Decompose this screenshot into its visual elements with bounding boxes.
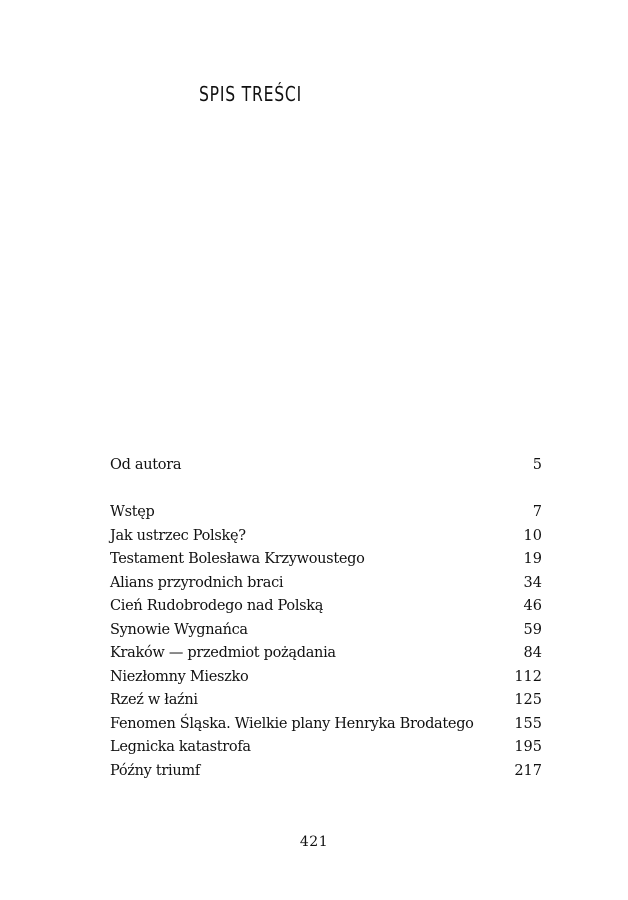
toc-entry-jak-ustrzec-polske <box>110 525 542 549</box>
toc-entry-krakow <box>110 642 542 666</box>
toc-entry-title: Kraków — przedmiot pożądania <box>110 645 336 661</box>
toc-entry-cien-rudobrodego <box>110 595 542 619</box>
toc-entry-page: 195 <box>514 739 542 755</box>
toc-entry-wstep <box>110 501 542 525</box>
page-number: 421 <box>299 834 329 850</box>
page-title: SPIS TREŚCI <box>199 82 302 106</box>
toc-entry-title: Testament Bolesława Krzywoustego <box>110 551 365 567</box>
toc-entry-synowie-wygnanca <box>110 619 542 643</box>
toc-entry-page: 59 <box>523 621 542 638</box>
toc-entry-legnicka-katastrofa <box>110 736 542 760</box>
toc-entry-page: 7 <box>532 504 542 520</box>
toc-entry-title: Jak ustrzec Polskę? <box>110 527 246 544</box>
toc-entry-page: 10 <box>523 527 542 544</box>
toc-entry-title: Późny triumf <box>110 762 200 779</box>
toc-entry-alians <box>110 572 542 596</box>
toc-entry-page: 84 <box>523 645 542 661</box>
toc-entry-testament <box>110 548 542 572</box>
toc-entry-page: 217 <box>514 762 542 779</box>
toc-entry-page: 5 <box>532 457 542 473</box>
toc-entry-title: Alians przyrodnich braci <box>110 574 284 591</box>
toc-entry-title: Od autora <box>110 457 182 473</box>
toc-entry-title: Cień Rudobrodego nad Polską <box>110 598 324 614</box>
toc-entry-title: Legnicka katastrofa <box>110 739 251 755</box>
toc-entry-page: 125 <box>514 692 542 708</box>
toc-entry-page: 155 <box>514 715 542 732</box>
toc-entry-page: 46 <box>523 598 542 614</box>
toc-entry-title: Fenomen Śląska. Wielkie plany Henryka Brodatego <box>110 715 474 732</box>
toc-entry-title: Niezłomny Mieszko <box>110 668 249 685</box>
toc-entry-pozny-triumf <box>110 760 542 784</box>
table-of-contents <box>110 454 542 783</box>
toc-entry-niezlomny-mieszko <box>110 666 542 690</box>
toc-entry-rzez-w-lazni <box>110 689 542 713</box>
toc-entry-title: Rzeź w łaźni <box>110 692 198 708</box>
toc-entry-page: 112 <box>514 668 542 685</box>
toc-entry-title: Wstęp <box>110 504 155 520</box>
toc-entry-title: Synowie Wygnańca <box>110 621 248 638</box>
toc-entry-page: 19 <box>523 551 542 567</box>
toc-entry-fenomen-slaska <box>110 713 542 737</box>
toc-entry-od-autora <box>110 454 542 478</box>
toc-entry-page: 34 <box>523 574 542 591</box>
